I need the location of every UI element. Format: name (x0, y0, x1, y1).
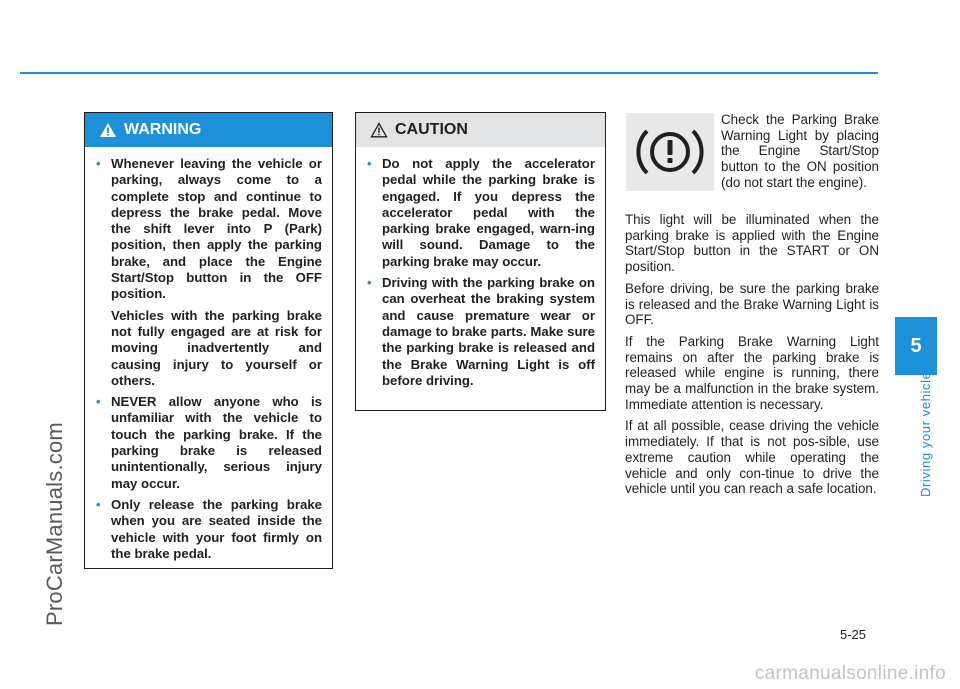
warning-triangle-icon (99, 122, 117, 138)
caution-header (356, 113, 605, 147)
caution-triangle-icon (370, 122, 388, 138)
warning-header (85, 113, 332, 147)
caution-box (355, 112, 606, 411)
brake-icon-panel (626, 113, 714, 191)
paragraph-1: This light will be illuminated when the parking brake is applied with the Engine Start/Stop button in the START or ON position. (625, 212, 879, 275)
warning-body (85, 147, 332, 562)
warning-bullet-3: • Only release the parking brake when you are seated inside the vehicle with your foot firmly on the brake pedal. (103, 497, 322, 562)
footer-watermark-text: carmanualsonline.info (754, 663, 946, 684)
caution-bullet-1: • Do not apply the accelerator pedal while the parking brake is engaged. If you depress the accelerator pedal with the parking brake engaged, warn-ing will sound. Damage to the parking brake may occur. (374, 156, 595, 270)
intro-text: Check the Parking Brake Warning Light by placing the Engine Start/Stop button to the ON position (do not start the engine). (721, 112, 879, 190)
footer-watermark (0, 659, 960, 689)
left-watermark-text: ProCarManuals.com (42, 422, 67, 626)
caution-body (356, 147, 605, 389)
body-text (625, 212, 879, 503)
paragraph-4: If at all possible, cease driving the vehicle immediately. If that is not pos-sible, use extreme caution while operating the vehicle and only con-tinue to drive the vehicle until you can reach a safe location. (625, 418, 879, 497)
caution-title: CAUTION (395, 121, 468, 138)
warning-bullet-1-sub: Vehicles with the parking brake not fully engaged are at risk for moving inadvertently and causing injury to yourself or others. (111, 307, 322, 388)
chapter-label-text: Driving your vehicle (918, 371, 933, 497)
page-number: 5-25 (840, 627, 867, 642)
caution-bullet-2: • Driving with the parking brake on can overheat the braking system and cause premature wear or damage to brake parts. Make sure the parking brake is released and the Brake Warning Light is off before driving. (374, 275, 595, 389)
top-rule (20, 72, 878, 74)
paragraph-3: If the Parking Brake Warning Light remains on after the parking brake is released while engine is running, there may be a malfunction in the brake system. Immediate attention is necessary. (625, 333, 879, 412)
warning-title: WARNING (124, 121, 202, 138)
warning-bullet-1: • Whenever leaving the vehicle or parking, always come to a complete stop and continue to depress the brake pedal. Move the shift lever into P (Park) position, then apply the parking brake, and place the Engine Start/Stop button in the OFF position. (103, 156, 322, 303)
warning-box (84, 112, 333, 569)
chapter-tab[interactable] (895, 317, 937, 375)
brake-warning-light-icon (635, 123, 705, 181)
chapter-number: 5 (910, 334, 922, 357)
paragraph-2: Before driving, be sure the parking brake is released and the Brake Warning Light is OFF. (625, 280, 879, 328)
warning-bullet-2: • NEVER allow anyone who is unfamiliar with the vehicle to touch the parking brake. If the parking brake is released unintentionally, serious injury may occur. (103, 394, 322, 492)
